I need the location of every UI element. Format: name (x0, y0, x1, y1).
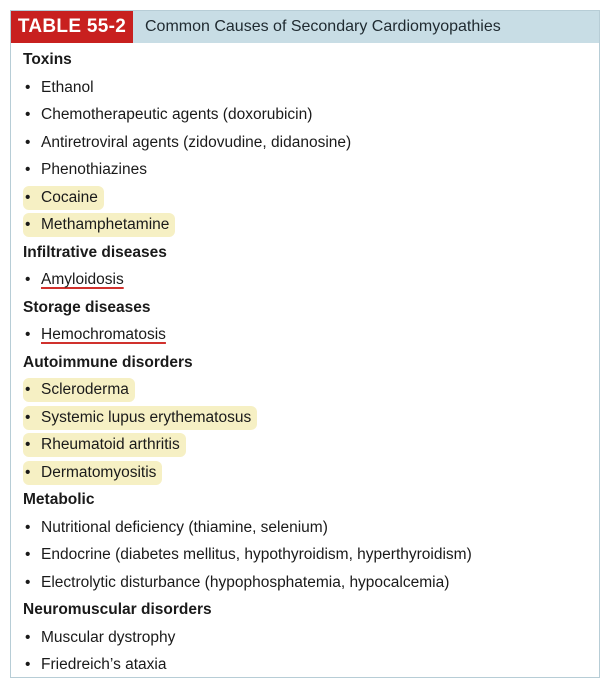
bullet-icon: • (25, 518, 31, 536)
item-body (23, 516, 334, 540)
list-item (23, 516, 478, 544)
highlighted-item (23, 213, 175, 237)
list-item (23, 76, 478, 104)
list-item (23, 158, 478, 186)
bullet-icon: • (25, 656, 31, 673)
item-body (23, 131, 357, 155)
list-item (23, 571, 478, 599)
list-item-text: Dermatomyositis (41, 463, 157, 481)
bullet-icon: • (25, 78, 31, 96)
section-heading: Neuromuscular disorders (23, 601, 212, 618)
list-item (23, 461, 478, 489)
list-item-text: Systemic lupus erythematosus (41, 408, 252, 426)
list-item-text: Nutritional deficiency (thiamine, selenium) (41, 518, 328, 536)
list-item-text: Muscular dystrophy (41, 628, 176, 646)
bullet-icon: • (25, 436, 31, 453)
highlighted-item (23, 406, 257, 430)
list-item (23, 378, 478, 406)
item-body (23, 653, 173, 677)
list-item (23, 653, 478, 681)
bullet-icon: • (25, 573, 31, 591)
list-item (23, 213, 478, 241)
bullet-icon: • (25, 216, 31, 233)
list-item-text: Scleroderma (41, 381, 129, 398)
item-body (23, 158, 153, 182)
bullet-icon: • (25, 106, 31, 123)
bullet-icon: • (25, 161, 31, 178)
list-item (23, 433, 478, 461)
section-heading: Infiltrative diseases (23, 243, 167, 261)
bullet-icon: • (25, 271, 31, 288)
table-title: Common Causes of Secondary Cardiomyopathies (145, 18, 501, 35)
bullet-icon: • (25, 381, 31, 398)
table-content (23, 48, 478, 681)
highlighted-item (23, 461, 162, 485)
section-heading: Metabolic (23, 491, 95, 508)
list-item (23, 186, 478, 214)
table-number-badge: TABLE 55-2 (11, 11, 133, 43)
list-item (23, 626, 478, 654)
list-item-text: Amyloidosis (41, 271, 124, 288)
bullet-icon: • (25, 408, 31, 426)
list-item (23, 268, 478, 296)
bullet-icon: • (25, 546, 31, 563)
bullet-icon: • (25, 133, 31, 151)
item-body (23, 571, 455, 595)
list-item (23, 131, 478, 159)
list-item-text: Methamphetamine (41, 216, 170, 233)
list-item (23, 323, 478, 351)
section-heading: Autoimmune disorders (23, 353, 193, 371)
list-item (23, 103, 478, 131)
bullet-icon: • (25, 188, 31, 206)
bullet-icon: • (25, 628, 31, 646)
bullet-icon: • (25, 463, 31, 481)
table-header (11, 11, 599, 43)
section-heading: Storage diseases (23, 298, 151, 316)
item-body (23, 268, 130, 292)
highlighted-item (23, 433, 186, 457)
list-item-text: Chemotherapeutic agents (doxorubicin) (41, 106, 313, 123)
table-container (10, 10, 600, 678)
bullet-icon: • (25, 326, 31, 343)
item-body (23, 323, 172, 347)
list-item-text: Hemochromatosis (41, 326, 166, 343)
list-item-text: Ethanol (41, 78, 94, 96)
item-body (23, 543, 478, 567)
list-item-text: Phenothiazines (41, 161, 147, 178)
list-item-text: Electrolytic disturbance (hypophosphatemia, hypocalcemia) (41, 573, 450, 591)
list-item (23, 406, 478, 434)
highlighted-item (23, 186, 104, 210)
item-body (23, 76, 100, 100)
list-item-text: Antiretroviral agents (zidovudine, didanosine) (41, 133, 352, 151)
highlighted-item (23, 378, 135, 402)
list-item-text: Endocrine (diabetes mellitus, hypothyroidism, hyperthyroidism) (41, 546, 472, 563)
section-heading: Toxins (23, 51, 72, 68)
item-body (23, 103, 318, 127)
list-item-text: Friedreich’s ataxia (41, 656, 167, 673)
list-item (23, 543, 478, 571)
list-item-text: Cocaine (41, 188, 98, 206)
item-body (23, 626, 181, 650)
list-item-text: Rheumatoid arthritis (41, 436, 180, 453)
